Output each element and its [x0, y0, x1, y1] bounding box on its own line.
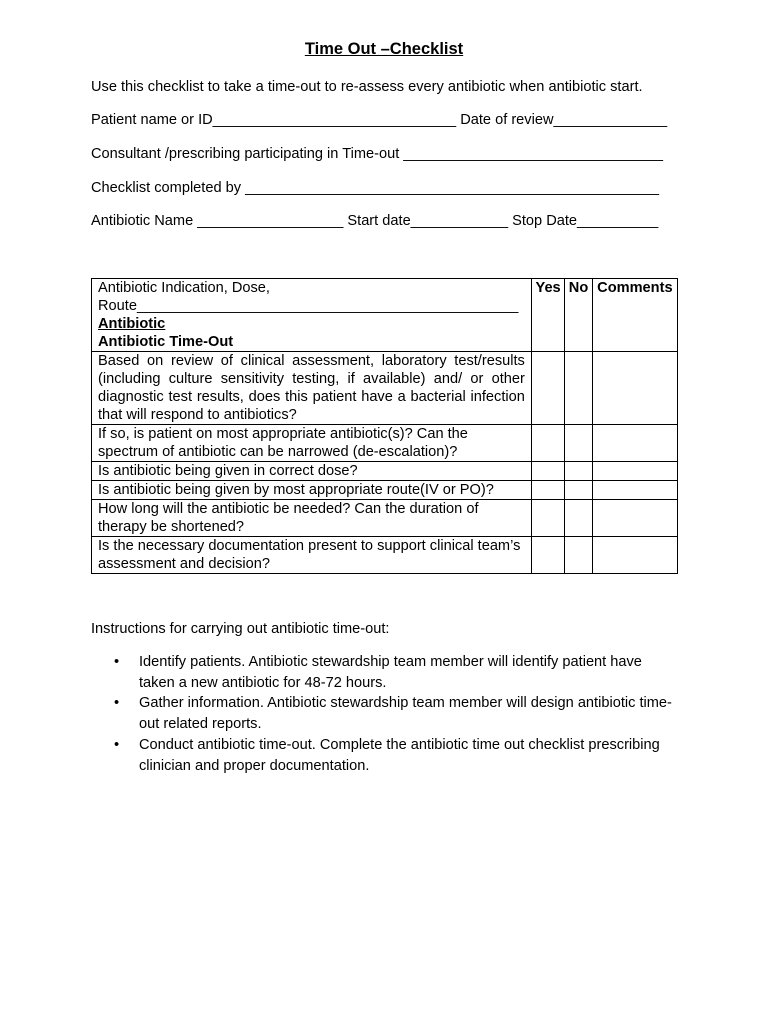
header-timeout-label: Antibiotic Time-Out: [98, 334, 234, 350]
header-question-cell: [92, 279, 532, 352]
instructions-heading: Instructions for carrying out antibiotic time-out:: [91, 621, 390, 637]
list-item-text: Gather information. Antibiotic stewardship team member will design antibiotic time-out related reports.: [139, 695, 672, 733]
consultant-field: Consultant /prescribing participating in Time-out ________________________________: [91, 146, 664, 162]
bullet-icon: •: [114, 654, 120, 670]
comments-cell[interactable]: [592, 462, 677, 481]
question-cell: Is the necessary documentation present to support clinical team’s assessment and decision?: [92, 537, 532, 574]
no-cell[interactable]: [565, 481, 592, 500]
no-cell[interactable]: [565, 537, 592, 574]
comments-cell[interactable]: [592, 481, 677, 500]
yes-cell[interactable]: [531, 537, 564, 574]
comments-cell[interactable]: [592, 352, 677, 425]
list-item-text: Identify patients. Antibiotic stewardship team member will identify patient have taken a new antibiotic for 48-72 hours.: [139, 654, 642, 691]
list-item: [91, 652, 681, 693]
table-row: [92, 425, 678, 462]
no-cell[interactable]: [565, 425, 592, 462]
no-cell[interactable]: [565, 352, 592, 425]
table-row: [92, 462, 678, 481]
instructions-list: [91, 652, 681, 776]
question-cell: Is antibiotic being given by most appropriate route(IV or PO)?: [92, 481, 532, 500]
yes-cell[interactable]: [531, 462, 564, 481]
table-header-row: [92, 279, 678, 352]
list-item-text: Conduct antibiotic time-out. Complete the antibiotic time out checklist prescribing clinician and proper documentation.: [139, 736, 660, 774]
comments-cell[interactable]: [592, 537, 677, 574]
list-item: [91, 735, 681, 776]
yes-cell[interactable]: [531, 425, 564, 462]
comments-cell[interactable]: [592, 425, 677, 462]
table-row: [92, 500, 678, 537]
question-cell: If so, is patient on most appropriate antibiotic(s)? Can the spectrum of antibiotic can be narrowed (de-escalation)?: [92, 425, 532, 462]
intro-text: Use this checklist to take a time-out to re-assess every antibiotic when antibiotic start.: [91, 79, 643, 95]
list-item: [91, 693, 681, 734]
checklist-completed-by-field: Checklist completed by ___________________________________________________: [91, 180, 660, 196]
yes-cell[interactable]: [531, 352, 564, 425]
page-title: Time Out –Checklist: [304, 40, 464, 58]
table-row: [92, 537, 678, 574]
table-row: [92, 352, 678, 425]
header-yes: Yes: [531, 279, 564, 352]
question-cell: Is antibiotic being given in correct dose?: [92, 462, 532, 481]
header-comments: Comments: [592, 279, 677, 352]
header-route-label: Route_______________________________________________: [98, 298, 519, 314]
question-cell: Based on review of clinical assessment, laboratory test/results (including culture sensitivity testing, if available) and/ or other diagnostic test results, does this patient have a bacterial infection that will respond to antibiotics?: [92, 352, 532, 425]
header-indication-label: Antibiotic Indication, Dose,: [98, 280, 270, 296]
bullet-icon: •: [114, 736, 120, 753]
no-cell[interactable]: [565, 462, 592, 481]
question-cell: How long will the antibiotic be needed? Can the duration of therapy be shortened?: [92, 500, 532, 537]
header-antibiotic-label: Antibiotic: [98, 316, 166, 332]
table-row: [92, 481, 678, 500]
checklist-table: [91, 278, 678, 574]
header-no: No: [565, 279, 592, 352]
comments-cell[interactable]: [592, 500, 677, 537]
yes-cell[interactable]: [531, 500, 564, 537]
antibiotic-name-dates-field: Antibiotic Name __________________ Start date____________ Stop Date__________: [91, 213, 659, 229]
yes-cell[interactable]: [531, 481, 564, 500]
no-cell[interactable]: [565, 500, 592, 537]
bullet-icon: •: [114, 695, 120, 712]
patient-id-review-date-field: Patient name or ID______________________________ Date of review______________: [91, 112, 668, 128]
